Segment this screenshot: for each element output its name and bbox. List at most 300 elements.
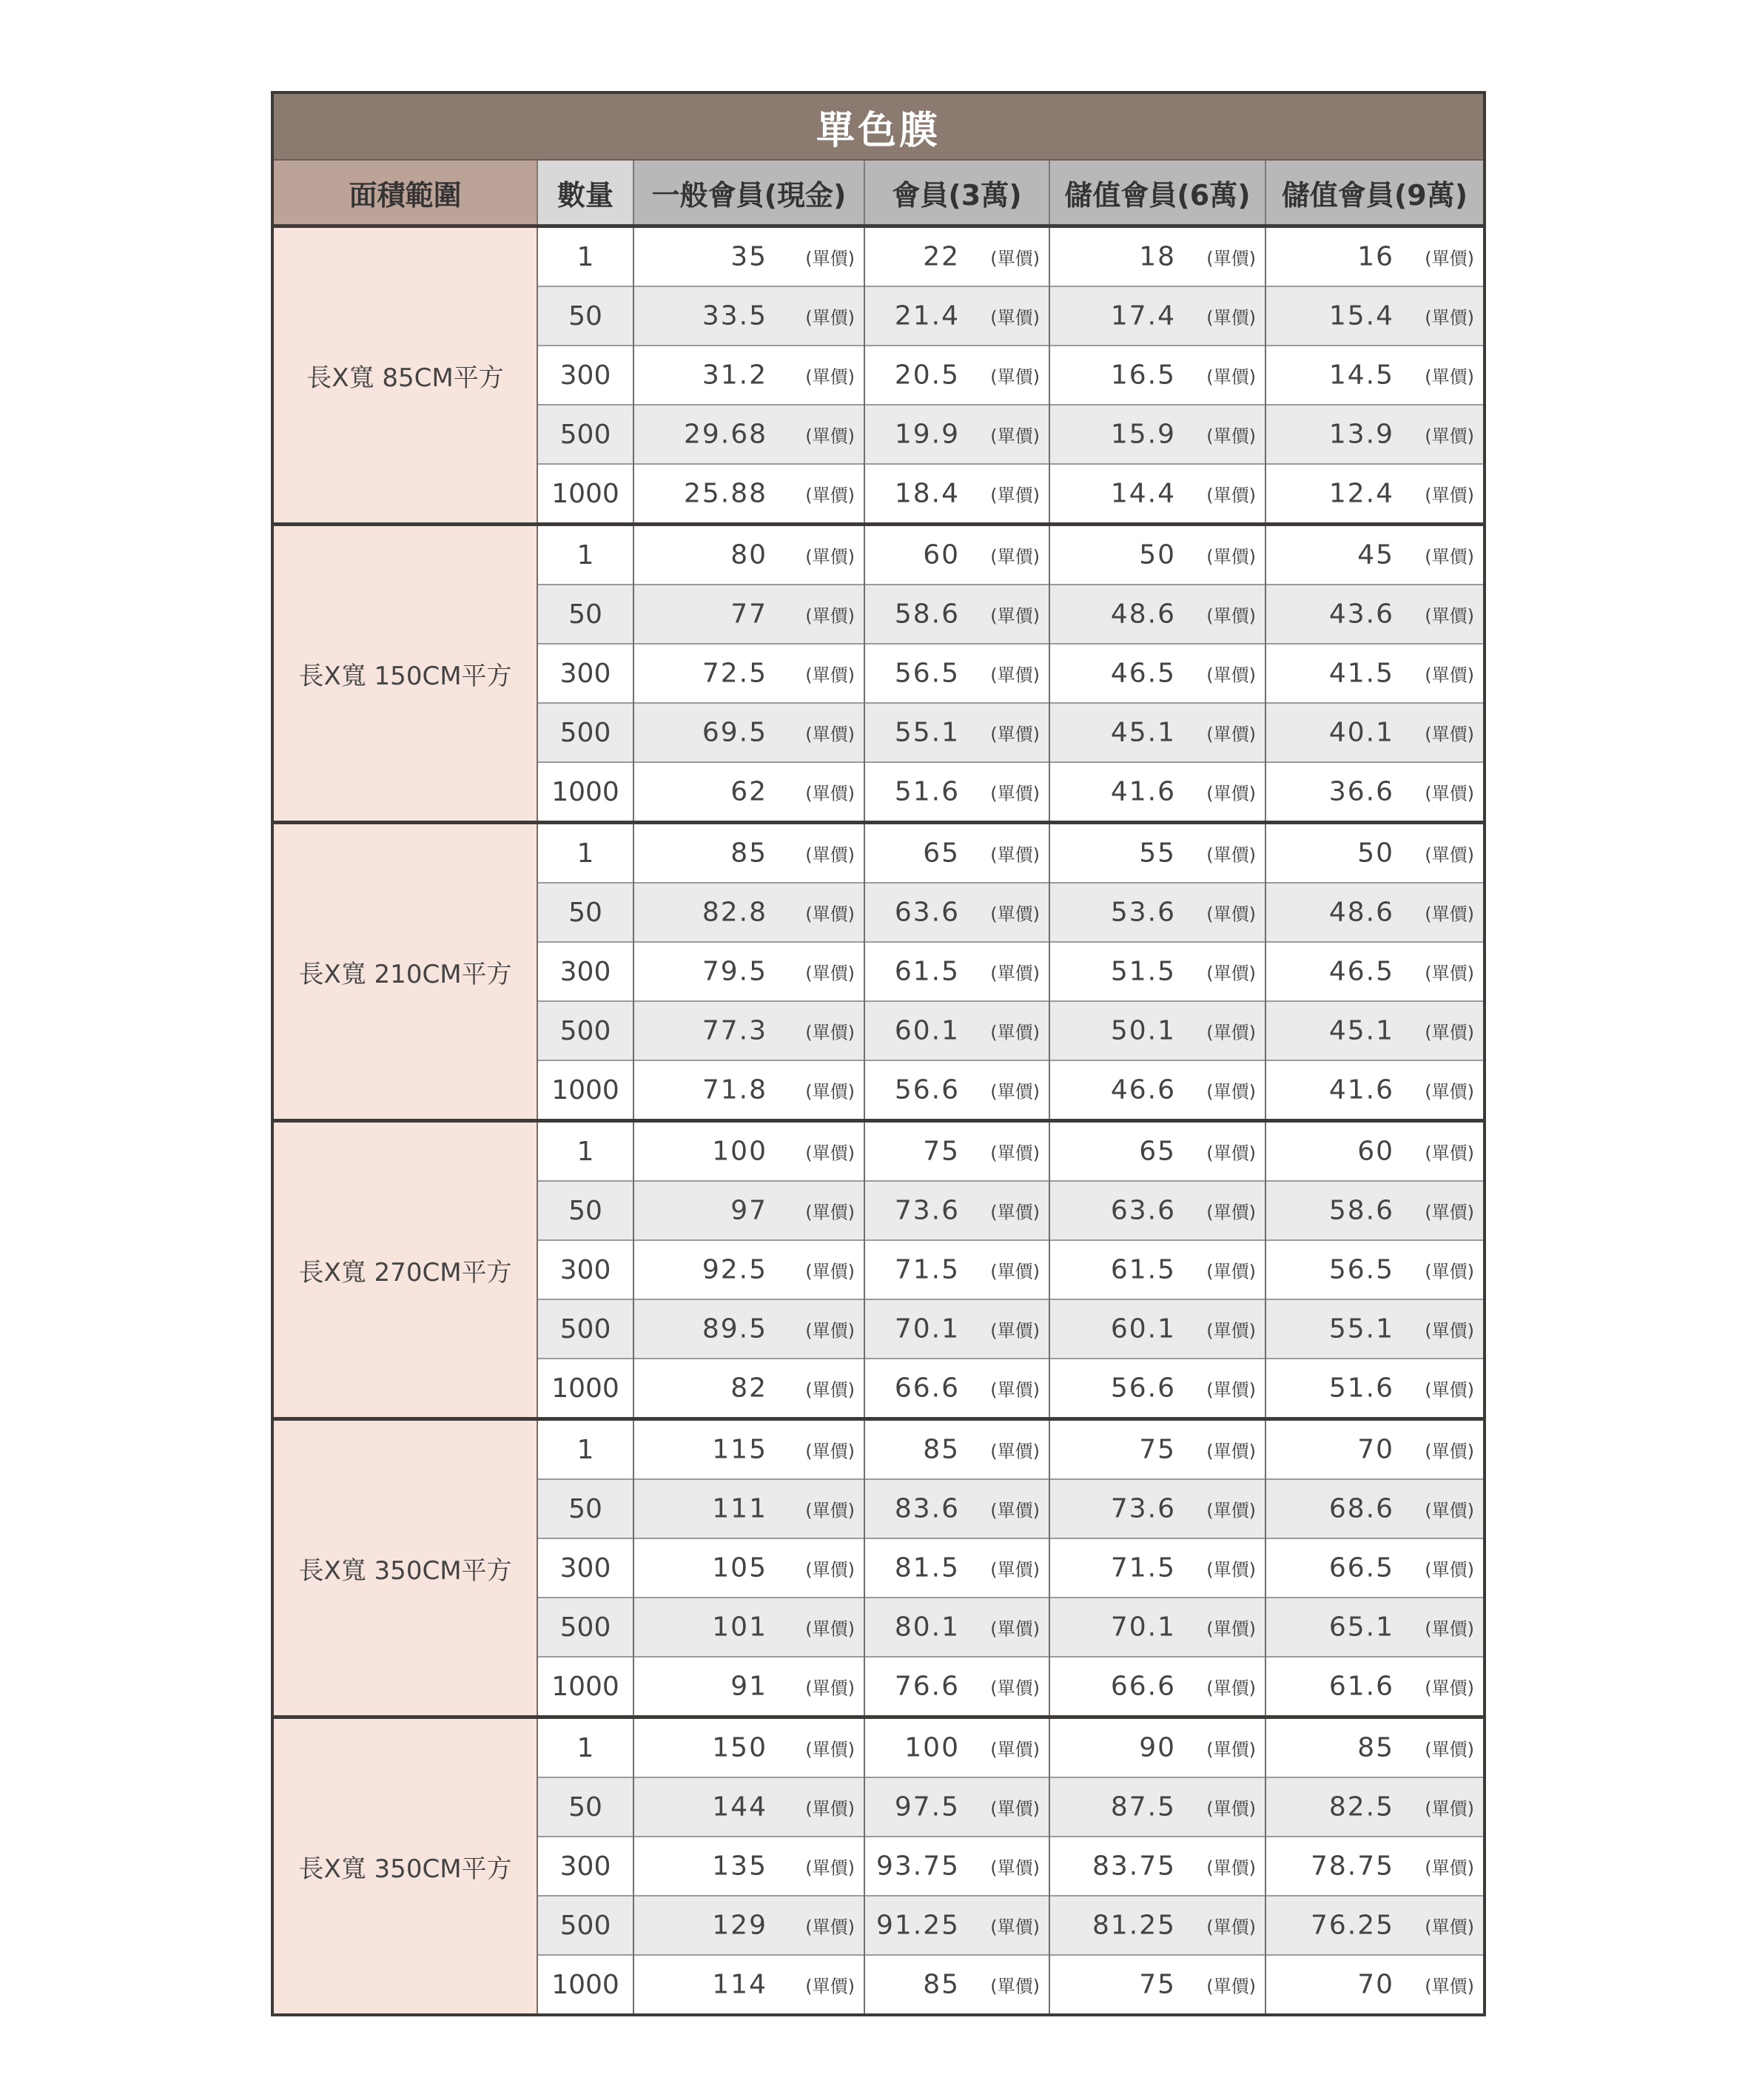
area-range-cell: 長X寬 270CM平方	[272, 1121, 537, 1419]
unit-label: (單價)	[805, 963, 855, 984]
quantity-cell: 500	[537, 703, 633, 762]
price-value: 60	[1357, 1136, 1394, 1167]
price-cell	[864, 1121, 1049, 1182]
price-value: 60.1	[1110, 1313, 1176, 1345]
unit-label: (單價)	[990, 605, 1040, 627]
price-cell	[633, 226, 864, 287]
table-row	[272, 1419, 1485, 1480]
price-value: 61.5	[1110, 1254, 1176, 1285]
unit-label: (單價)	[1425, 1976, 1474, 1997]
header-quantity: 數量	[537, 160, 633, 226]
price-value: 48.6	[1328, 897, 1394, 928]
price-cell	[633, 1060, 864, 1121]
price-value: 56.5	[1328, 1254, 1394, 1285]
price-value: 85	[923, 1969, 960, 2000]
price-value: 66.6	[894, 1373, 960, 1404]
unit-label: (單價)	[1206, 1500, 1256, 1521]
unit-label: (單價)	[1425, 844, 1474, 866]
price-cell	[864, 1717, 1049, 1778]
unit-label: (單價)	[990, 844, 1040, 866]
price-value: 90	[1139, 1732, 1176, 1763]
price-value: 60.1	[894, 1015, 960, 1046]
price-cell	[864, 1896, 1049, 1955]
price-cell	[864, 405, 1049, 464]
unit-label: (單價)	[990, 664, 1040, 686]
unit-label: (單價)	[990, 963, 1040, 984]
price-value: 78.75	[1310, 1851, 1394, 1882]
price-value: 85	[923, 1434, 960, 1465]
price-cell	[1049, 1240, 1265, 1299]
price-value: 41.6	[1328, 1074, 1394, 1105]
price-value: 50	[1357, 838, 1394, 869]
price-value: 100	[904, 1732, 960, 1763]
price-cell	[1049, 1060, 1265, 1121]
table-row	[272, 525, 1485, 585]
quantity-cell: 50	[537, 1479, 633, 1538]
price-value: 87.5	[1110, 1791, 1176, 1823]
price-cell	[633, 883, 864, 942]
price-value: 46.5	[1110, 658, 1176, 689]
unit-label: (單價)	[805, 1739, 855, 1760]
unit-label: (單價)	[805, 546, 855, 568]
unit-label: (單價)	[805, 605, 855, 627]
price-value: 50.1	[1110, 1015, 1176, 1046]
price-value: 12.4	[1328, 478, 1394, 509]
quantity-cell: 300	[537, 1538, 633, 1598]
price-value: 150	[712, 1732, 767, 1763]
price-cell	[1265, 585, 1485, 644]
price-cell	[1265, 1299, 1485, 1359]
quantity-cell: 300	[537, 1837, 633, 1896]
unit-label: (單價)	[805, 783, 855, 804]
unit-label: (單價)	[805, 485, 855, 506]
area-range-cell: 長X寬 210CM平方	[272, 823, 537, 1121]
price-value: 41.6	[1110, 776, 1176, 807]
price-value: 46.5	[1328, 956, 1394, 987]
price-value: 71.5	[1110, 1552, 1176, 1584]
price-value: 35	[730, 241, 767, 272]
price-cell	[864, 883, 1049, 942]
unit-label: (單價)	[805, 1081, 855, 1103]
unit-label: (單價)	[1206, 724, 1256, 745]
unit-label: (單價)	[1206, 1022, 1256, 1043]
price-cell	[864, 644, 1049, 703]
price-value: 51.6	[894, 776, 960, 807]
price-cell	[633, 1598, 864, 1657]
price-value: 45.1	[1110, 717, 1176, 748]
price-cell	[1049, 942, 1265, 1001]
price-value: 40.1	[1328, 717, 1394, 748]
price-value: 51.6	[1328, 1373, 1394, 1404]
price-cell	[1049, 1181, 1265, 1240]
price-cell	[1049, 644, 1265, 703]
price-cell	[633, 464, 864, 525]
table-row	[272, 226, 1485, 287]
price-cell	[1265, 226, 1485, 287]
unit-label: (單價)	[990, 485, 1040, 506]
price-cell	[1049, 525, 1265, 585]
table-row	[272, 1121, 1485, 1182]
unit-label: (單價)	[1206, 546, 1256, 568]
price-value: 14.5	[1328, 360, 1394, 391]
unit-label: (單價)	[1425, 1379, 1474, 1401]
unit-label: (單價)	[1206, 1081, 1256, 1103]
unit-label: (單價)	[1425, 1916, 1474, 1938]
quantity-cell: 1	[537, 525, 633, 585]
unit-label: (單價)	[1206, 1976, 1256, 1997]
price-value: 58.6	[894, 599, 960, 630]
unit-label: (單價)	[805, 1500, 855, 1521]
unit-label: (單價)	[805, 307, 855, 329]
price-value: 81.25	[1092, 1910, 1176, 1941]
quantity-cell: 1	[537, 1419, 633, 1480]
price-cell	[1265, 1538, 1485, 1598]
price-value: 46.6	[1110, 1074, 1176, 1105]
quantity-cell: 1	[537, 226, 633, 287]
unit-label: (單價)	[1206, 963, 1256, 984]
price-value: 93.75	[875, 1851, 960, 1882]
unit-label: (單價)	[805, 1379, 855, 1401]
quantity-cell: 500	[537, 405, 633, 464]
price-cell	[633, 1240, 864, 1299]
price-value: 73.6	[1110, 1493, 1176, 1524]
price-value: 91.25	[875, 1910, 960, 1941]
price-cell	[864, 1181, 1049, 1240]
price-table	[271, 91, 1486, 2016]
unit-label: (單價)	[1206, 1798, 1256, 1820]
unit-label: (單價)	[990, 248, 1040, 269]
price-value: 91	[730, 1671, 767, 1702]
unit-label: (單價)	[1425, 546, 1474, 568]
price-cell	[864, 1479, 1049, 1538]
price-value: 75	[1139, 1969, 1176, 2000]
price-value: 72.5	[702, 658, 767, 689]
unit-label: (單價)	[1425, 664, 1474, 686]
price-cell	[1049, 883, 1265, 942]
price-value: 81.5	[894, 1552, 960, 1584]
price-value: 75	[923, 1136, 960, 1167]
price-value: 100	[712, 1136, 767, 1167]
price-cell	[1049, 405, 1265, 464]
price-value: 82.8	[702, 897, 767, 928]
unit-label: (單價)	[1425, 1618, 1474, 1640]
price-value: 61.5	[894, 956, 960, 987]
unit-label: (單價)	[1425, 1022, 1474, 1043]
price-cell	[633, 1837, 864, 1896]
unit-label: (單價)	[1425, 1261, 1474, 1282]
unit-label: (單價)	[990, 1022, 1040, 1043]
price-cell	[633, 1479, 864, 1538]
quantity-cell: 500	[537, 1001, 633, 1060]
price-cell	[864, 1598, 1049, 1657]
price-value: 70.1	[894, 1313, 960, 1345]
price-cell	[1265, 1598, 1485, 1657]
price-value: 13.9	[1328, 419, 1394, 450]
price-cell	[864, 762, 1049, 823]
price-cell	[1049, 703, 1265, 762]
unit-label: (單價)	[990, 1320, 1040, 1342]
price-cell	[1049, 1598, 1265, 1657]
unit-label: (單價)	[1425, 1677, 1474, 1699]
unit-label: (單價)	[1425, 963, 1474, 984]
unit-label: (單價)	[1206, 366, 1256, 388]
price-value: 73.6	[894, 1195, 960, 1226]
price-cell	[633, 1419, 864, 1480]
unit-label: (單價)	[990, 425, 1040, 447]
price-value: 51.5	[1110, 956, 1176, 987]
area-range-cell: 長X寬 350CM平方	[272, 1419, 537, 1717]
price-value: 55.1	[1328, 1313, 1394, 1345]
quantity-cell: 500	[537, 1299, 633, 1359]
price-cell	[1265, 1359, 1485, 1419]
quantity-cell: 50	[537, 286, 633, 346]
unit-label: (單價)	[1206, 485, 1256, 506]
price-value: 66.5	[1328, 1552, 1394, 1584]
price-cell	[864, 464, 1049, 525]
unit-label: (單價)	[805, 1798, 855, 1820]
price-cell	[1265, 1837, 1485, 1896]
price-cell	[633, 1955, 864, 2015]
unit-label: (單價)	[1206, 1202, 1256, 1223]
price-value: 76.25	[1310, 1910, 1394, 1941]
price-cell	[864, 823, 1049, 884]
price-cell	[633, 1299, 864, 1359]
price-value: 25.88	[683, 478, 767, 509]
quantity-cell: 1000	[537, 1955, 633, 2015]
quantity-cell: 300	[537, 1240, 633, 1299]
unit-label: (單價)	[805, 248, 855, 269]
unit-label: (單價)	[1425, 1500, 1474, 1521]
unit-label: (單價)	[990, 366, 1040, 388]
area-range-cell: 長X寬 85CM平方	[272, 226, 537, 525]
price-cell	[1049, 226, 1265, 287]
unit-label: (單價)	[1206, 248, 1256, 269]
unit-label: (單價)	[990, 1857, 1040, 1879]
unit-label: (單價)	[1425, 485, 1474, 506]
price-cell	[864, 1419, 1049, 1480]
quantity-cell: 1	[537, 1717, 633, 1778]
price-value: 55.1	[894, 717, 960, 748]
unit-label: (單價)	[805, 1559, 855, 1581]
quantity-cell: 1000	[537, 1359, 633, 1419]
price-value: 14.4	[1110, 478, 1176, 509]
price-value: 89.5	[702, 1313, 767, 1345]
unit-label: (單價)	[1206, 307, 1256, 329]
price-cell	[633, 405, 864, 464]
price-value: 70	[1357, 1969, 1394, 2000]
price-cell	[1049, 1896, 1265, 1955]
quantity-cell: 300	[537, 644, 633, 703]
price-cell	[1049, 1479, 1265, 1538]
unit-label: (單價)	[1425, 425, 1474, 447]
unit-label: (單價)	[805, 1916, 855, 1938]
price-cell	[864, 1955, 1049, 2015]
quantity-cell: 500	[537, 1598, 633, 1657]
price-value: 80.1	[894, 1612, 960, 1643]
price-value: 18	[1139, 241, 1176, 272]
price-cell	[1265, 405, 1485, 464]
price-cell	[1265, 1001, 1485, 1060]
price-cell	[1049, 1955, 1265, 2015]
unit-label: (單價)	[805, 1261, 855, 1282]
price-value: 101	[712, 1612, 767, 1643]
unit-label: (單價)	[990, 1976, 1040, 1997]
price-value: 75	[1139, 1434, 1176, 1465]
table-row	[272, 823, 1485, 884]
price-cell	[1049, 1121, 1265, 1182]
quantity-cell: 1	[537, 1121, 633, 1182]
price-cell	[633, 1001, 864, 1060]
unit-label: (單價)	[1206, 664, 1256, 686]
price-value: 20.5	[894, 360, 960, 391]
price-cell	[633, 1717, 864, 1778]
unit-label: (單價)	[990, 1261, 1040, 1282]
price-cell	[1049, 1837, 1265, 1896]
unit-label: (單價)	[990, 724, 1040, 745]
price-cell	[864, 525, 1049, 585]
header-tier-9wan: 儲值會員(9萬)	[1265, 160, 1485, 226]
price-value: 85	[1357, 1732, 1394, 1763]
unit-label: (單價)	[1206, 903, 1256, 925]
price-value: 129	[712, 1910, 767, 1941]
unit-label: (單價)	[805, 724, 855, 745]
unit-label: (單價)	[990, 1379, 1040, 1401]
quantity-cell: 300	[537, 942, 633, 1001]
unit-label: (單價)	[1206, 1618, 1256, 1640]
unit-label: (單價)	[805, 844, 855, 866]
unit-label: (單價)	[1206, 783, 1256, 804]
price-cell	[1265, 1121, 1485, 1182]
unit-label: (單價)	[805, 1677, 855, 1699]
price-cell	[1265, 1657, 1485, 1717]
price-cell	[1049, 346, 1265, 405]
price-cell	[1265, 703, 1485, 762]
price-cell	[633, 1538, 864, 1598]
price-cell	[1049, 1359, 1265, 1419]
unit-label: (單價)	[805, 1320, 855, 1342]
unit-label: (單價)	[990, 1081, 1040, 1103]
price-value: 97.5	[894, 1791, 960, 1823]
price-value: 85	[730, 838, 767, 869]
unit-label: (單價)	[1425, 1202, 1474, 1223]
header-area: 面積範圍	[272, 160, 537, 226]
price-cell	[1049, 1299, 1265, 1359]
unit-label: (單價)	[1206, 425, 1256, 447]
price-cell	[1265, 762, 1485, 823]
price-value: 48.6	[1110, 599, 1176, 630]
price-cell	[1049, 1538, 1265, 1598]
unit-label: (單價)	[1206, 1916, 1256, 1938]
price-value: 45.1	[1328, 1015, 1394, 1046]
quantity-cell: 500	[537, 1896, 633, 1955]
table-body	[272, 226, 1485, 2016]
price-value: 83.75	[1092, 1851, 1176, 1882]
price-cell	[633, 703, 864, 762]
price-value: 56.6	[1110, 1373, 1176, 1404]
price-value: 61.6	[1328, 1671, 1394, 1702]
unit-label: (單價)	[1206, 1320, 1256, 1342]
header-tier-cash: 一般會員(現金)	[633, 160, 864, 226]
price-cell	[633, 346, 864, 405]
price-value: 19.9	[894, 419, 960, 450]
price-value: 71.5	[894, 1254, 960, 1285]
price-value: 77	[730, 599, 767, 630]
price-value: 65	[1139, 1136, 1176, 1167]
area-range-cell: 長X寬 350CM平方	[272, 1717, 537, 2016]
price-cell	[864, 226, 1049, 287]
unit-label: (單價)	[990, 903, 1040, 925]
price-cell	[633, 286, 864, 346]
price-cell	[864, 1001, 1049, 1060]
unit-label: (單價)	[990, 1202, 1040, 1223]
unit-label: (單價)	[1425, 1441, 1474, 1462]
price-value: 58.6	[1328, 1195, 1394, 1226]
quantity-cell: 1000	[537, 464, 633, 525]
quantity-cell: 50	[537, 1181, 633, 1240]
price-value: 115	[712, 1434, 767, 1465]
price-value: 69.5	[702, 717, 767, 748]
header-row	[272, 160, 1485, 226]
price-cell	[633, 823, 864, 884]
price-cell	[1049, 1717, 1265, 1778]
price-cell	[864, 1060, 1049, 1121]
price-cell	[1265, 464, 1485, 525]
price-value: 97	[730, 1195, 767, 1226]
unit-label: (單價)	[1425, 605, 1474, 627]
unit-label: (單價)	[1206, 1142, 1256, 1164]
price-value: 135	[712, 1851, 767, 1882]
unit-label: (單價)	[990, 783, 1040, 804]
price-value: 68.6	[1328, 1493, 1394, 1524]
price-value: 76.6	[894, 1671, 960, 1702]
price-value: 29.68	[683, 419, 767, 450]
unit-label: (單價)	[990, 1441, 1040, 1462]
price-cell	[633, 585, 864, 644]
unit-label: (單價)	[990, 1798, 1040, 1820]
price-cell	[1265, 823, 1485, 884]
price-cell	[633, 942, 864, 1001]
price-value: 70	[1357, 1434, 1394, 1465]
price-cell	[864, 1837, 1049, 1896]
price-cell	[1265, 644, 1485, 703]
area-range-cell: 長X寬 150CM平方	[272, 525, 537, 823]
unit-label: (單價)	[990, 1916, 1040, 1938]
price-value: 53.6	[1110, 897, 1176, 928]
unit-label: (單價)	[990, 1677, 1040, 1699]
unit-label: (單價)	[805, 903, 855, 925]
quantity-cell: 1000	[537, 1060, 633, 1121]
price-cell	[1265, 1896, 1485, 1955]
price-value: 45	[1357, 539, 1394, 571]
price-value: 82	[730, 1373, 767, 1404]
unit-label: (單價)	[1206, 1441, 1256, 1462]
unit-label: (單價)	[805, 425, 855, 447]
price-cell	[864, 703, 1049, 762]
unit-label: (單價)	[805, 1441, 855, 1462]
price-cell	[1265, 1181, 1485, 1240]
price-value: 18.4	[894, 478, 960, 509]
unit-label: (單價)	[990, 1500, 1040, 1521]
price-cell	[864, 942, 1049, 1001]
unit-label: (單價)	[1206, 844, 1256, 866]
price-cell	[864, 585, 1049, 644]
unit-label: (單價)	[1425, 1081, 1474, 1103]
unit-label: (單價)	[1425, 1142, 1474, 1164]
price-cell	[1265, 1479, 1485, 1538]
price-value: 16.5	[1110, 360, 1176, 391]
unit-label: (單價)	[1425, 783, 1474, 804]
price-cell	[633, 1181, 864, 1240]
